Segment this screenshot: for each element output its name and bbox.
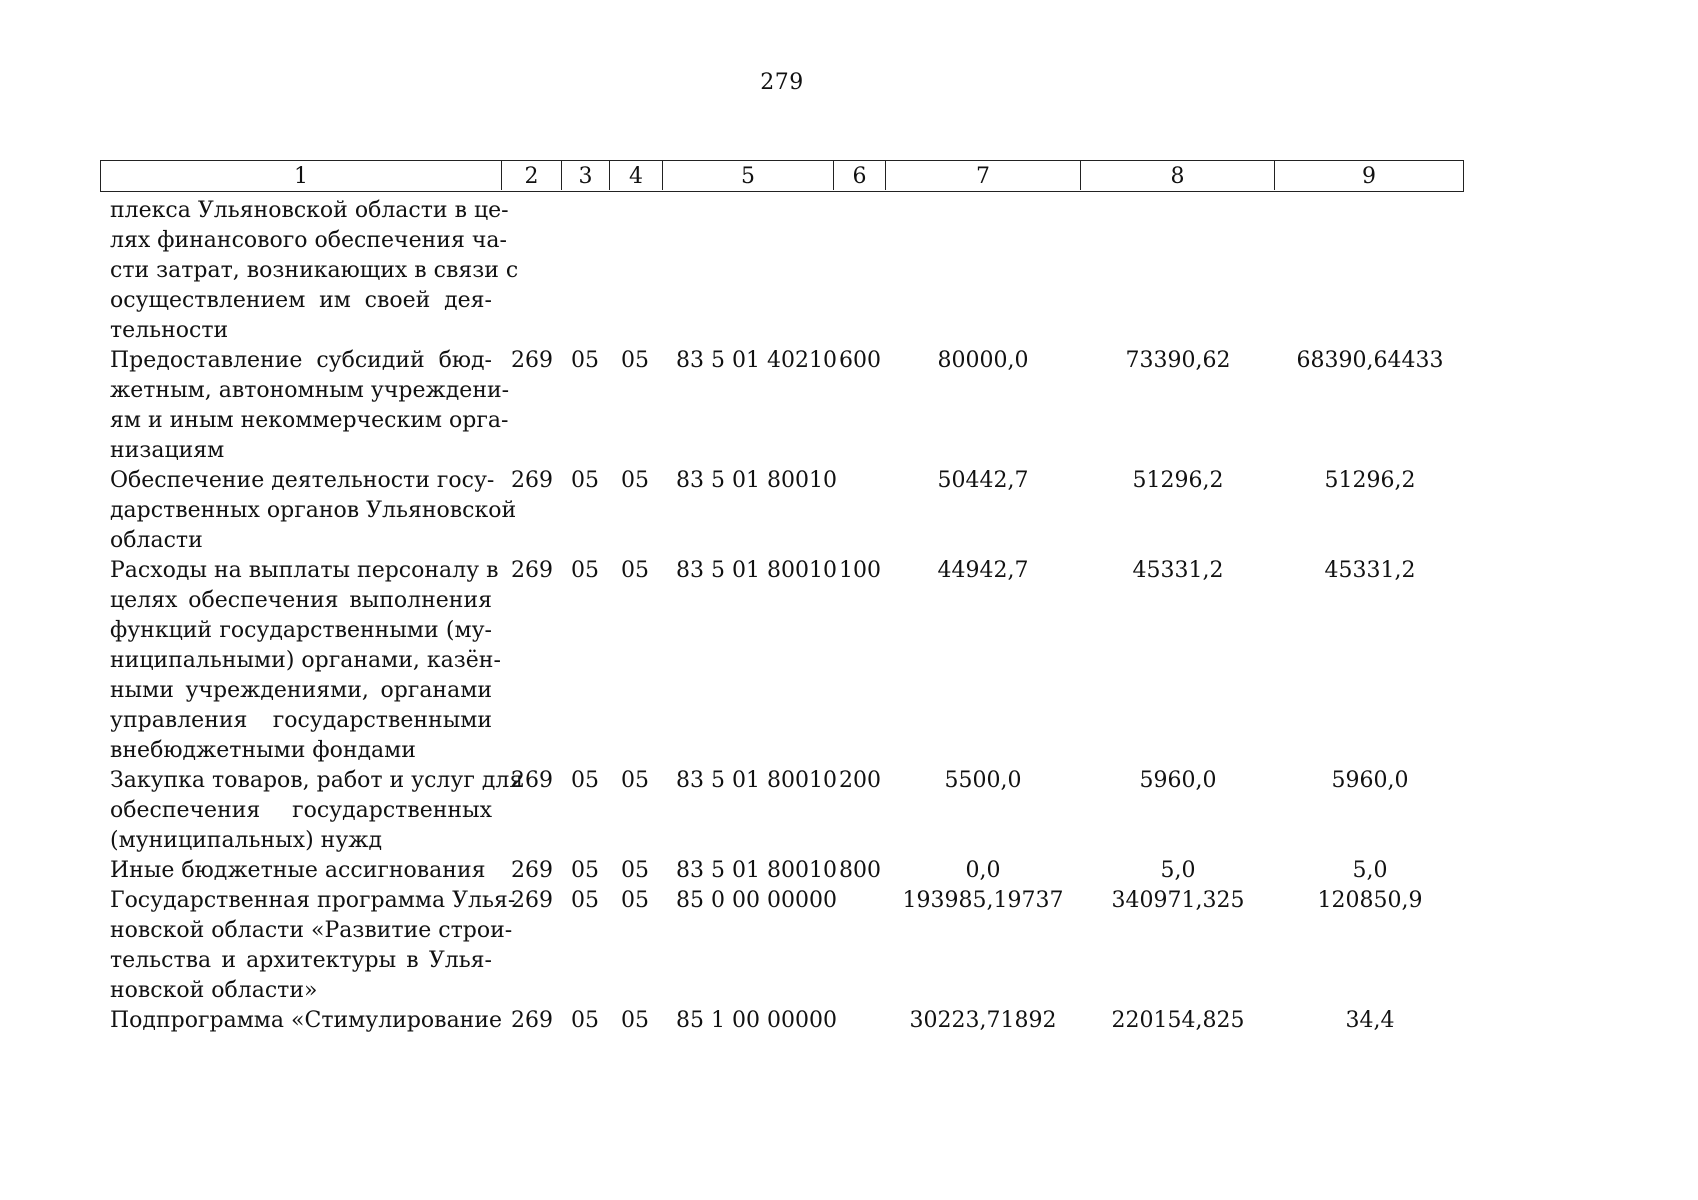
col-9-amount: 5960,0 bbox=[1331, 768, 1409, 793]
table-row bbox=[0, 1006, 1564, 1036]
col-3-section: 05 bbox=[571, 558, 599, 583]
col-4-subsection: 05 bbox=[621, 558, 649, 583]
row-description bbox=[110, 766, 524, 856]
description-line: жетным, автономным учреждени- bbox=[110, 378, 510, 403]
col-5-target-article: 83 5 01 80010 bbox=[676, 768, 837, 793]
col-3-section: 05 bbox=[571, 768, 599, 793]
description-line: осуществлением им своей дея- bbox=[110, 288, 492, 313]
col-8-amount: 73390,62 bbox=[1125, 348, 1231, 373]
description-line: ниципальными) органами, казён- bbox=[110, 648, 501, 673]
table-row bbox=[0, 856, 1564, 886]
table-row bbox=[0, 196, 1564, 346]
table-row bbox=[0, 886, 1564, 1006]
col-8-amount: 220154,825 bbox=[1111, 1008, 1245, 1033]
description-line: ям и иным некоммерческим орга- bbox=[110, 408, 509, 433]
description-line: обеспечения государственных bbox=[110, 798, 492, 823]
description-line: целях обеспечения выполнения bbox=[110, 588, 492, 613]
description-line: тельства и архитектуры в Улья- bbox=[110, 948, 492, 973]
table-row bbox=[0, 766, 1564, 856]
col-8-amount: 51296,2 bbox=[1132, 468, 1224, 493]
description-line: Расходы на выплаты персоналу в bbox=[110, 558, 499, 583]
col-2-code: 269 bbox=[511, 858, 553, 883]
col-8-amount: 5,0 bbox=[1160, 858, 1196, 883]
row-description bbox=[110, 856, 492, 886]
description-line: низациям bbox=[110, 438, 225, 463]
table-header-row bbox=[100, 160, 1464, 192]
col-8-amount: 340971,325 bbox=[1111, 888, 1245, 913]
row-description bbox=[110, 1006, 503, 1036]
row-description bbox=[110, 196, 519, 346]
col-9-amount: 120850,9 bbox=[1317, 888, 1423, 913]
description-line: плекса Ульяновской области в це- bbox=[110, 198, 509, 223]
col-2-code: 269 bbox=[511, 888, 553, 913]
col-7-amount: 193985,19737 bbox=[902, 888, 1064, 913]
col-2-code: 269 bbox=[511, 768, 553, 793]
description-line: новской области «Развитие строи- bbox=[110, 918, 513, 943]
header-col-3: 3 bbox=[562, 161, 610, 190]
description-line: области bbox=[110, 528, 203, 553]
description-line: функций государственными (му- bbox=[110, 618, 492, 643]
table-row bbox=[0, 346, 1564, 466]
col-2-code: 269 bbox=[511, 1008, 553, 1033]
description-line: новской области» bbox=[110, 978, 318, 1003]
description-line: (муниципальных) нужд bbox=[110, 828, 383, 853]
col-7-amount: 0,0 bbox=[965, 858, 1001, 883]
col-6-expense-type: 200 bbox=[839, 768, 881, 793]
col-3-section: 05 bbox=[571, 858, 599, 883]
header-col-8: 8 bbox=[1081, 161, 1275, 190]
table-row bbox=[0, 466, 1564, 556]
description-line: Иные бюджетные ассигнования bbox=[110, 858, 486, 883]
header-col-4: 4 bbox=[610, 161, 663, 190]
col-5-target-article: 83 5 01 40210 bbox=[676, 348, 837, 373]
col-5-target-article: 83 5 01 80010 bbox=[676, 858, 837, 883]
col-7-amount: 5500,0 bbox=[944, 768, 1022, 793]
header-col-9: 9 bbox=[1362, 164, 1376, 189]
description-line: управления государственными bbox=[110, 708, 492, 733]
col-9-amount: 51296,2 bbox=[1324, 468, 1416, 493]
col-4-subsection: 05 bbox=[621, 858, 649, 883]
col-2-code: 269 bbox=[511, 558, 553, 583]
row-description bbox=[110, 556, 501, 766]
col-2-code: 269 bbox=[511, 348, 553, 373]
col-9-amount: 34,4 bbox=[1345, 1008, 1395, 1033]
header-col-7: 7 bbox=[886, 161, 1081, 190]
col-4-subsection: 05 bbox=[621, 468, 649, 493]
description-line: Предоставление субсидий бюд- bbox=[110, 348, 492, 373]
col-6-expense-type: 100 bbox=[839, 558, 881, 583]
col-7-amount: 80000,0 bbox=[937, 348, 1029, 373]
col-3-section: 05 bbox=[571, 1008, 599, 1033]
col-6-expense-type: 800 bbox=[839, 858, 881, 883]
table-row bbox=[0, 556, 1564, 766]
col-4-subsection: 05 bbox=[621, 768, 649, 793]
header-col-1: 1 bbox=[101, 161, 502, 190]
col-4-subsection: 05 bbox=[621, 1008, 649, 1033]
col-5-target-article: 85 1 00 00000 bbox=[676, 1008, 837, 1033]
col-8-amount: 5960,0 bbox=[1139, 768, 1217, 793]
col-5-target-article: 83 5 01 80010 bbox=[676, 468, 837, 493]
row-description bbox=[110, 886, 516, 1006]
description-line: Закупка товаров, работ и услуг для bbox=[110, 768, 524, 793]
col-6-expense-type: 600 bbox=[839, 348, 881, 373]
col-5-target-article: 83 5 01 80010 bbox=[676, 558, 837, 583]
col-2-code: 269 bbox=[511, 468, 553, 493]
col-8-amount: 45331,2 bbox=[1132, 558, 1224, 583]
description-line: Государственная программа Улья- bbox=[110, 888, 516, 913]
col-9-amount: 68390,64433 bbox=[1296, 348, 1444, 373]
description-line: внебюджетными фондами bbox=[110, 738, 416, 763]
col-7-amount: 44942,7 bbox=[937, 558, 1029, 583]
col-4-subsection: 05 bbox=[621, 348, 649, 373]
col-5-target-article: 85 0 00 00000 bbox=[676, 888, 837, 913]
page-number: 279 bbox=[760, 70, 804, 95]
description-line: Подпрограмма «Стимулирование bbox=[110, 1008, 503, 1033]
col-3-section: 05 bbox=[571, 468, 599, 493]
col-9-amount: 45331,2 bbox=[1324, 558, 1416, 583]
description-line: Обеспечение деятельности госу- bbox=[110, 468, 495, 493]
description-line: лях финансового обеспечения ча- bbox=[110, 228, 507, 253]
row-description bbox=[110, 466, 517, 556]
col-7-amount: 30223,71892 bbox=[909, 1008, 1057, 1033]
header-col-5: 5 bbox=[663, 161, 834, 190]
col-3-section: 05 bbox=[571, 348, 599, 373]
header-col-2: 2 bbox=[502, 161, 562, 190]
col-7-amount: 50442,7 bbox=[937, 468, 1029, 493]
description-line: сти затрат, возникающих в связи с bbox=[110, 258, 519, 283]
description-line: дарственных органов Ульяновской bbox=[110, 498, 517, 523]
col-3-section: 05 bbox=[571, 888, 599, 913]
header-col-6: 6 bbox=[834, 161, 886, 190]
col-9-amount: 5,0 bbox=[1352, 858, 1388, 883]
col-4-subsection: 05 bbox=[621, 888, 649, 913]
description-line: ными учреждениями, органами bbox=[110, 678, 492, 703]
description-line: тельности bbox=[110, 318, 229, 343]
row-description bbox=[110, 346, 510, 466]
